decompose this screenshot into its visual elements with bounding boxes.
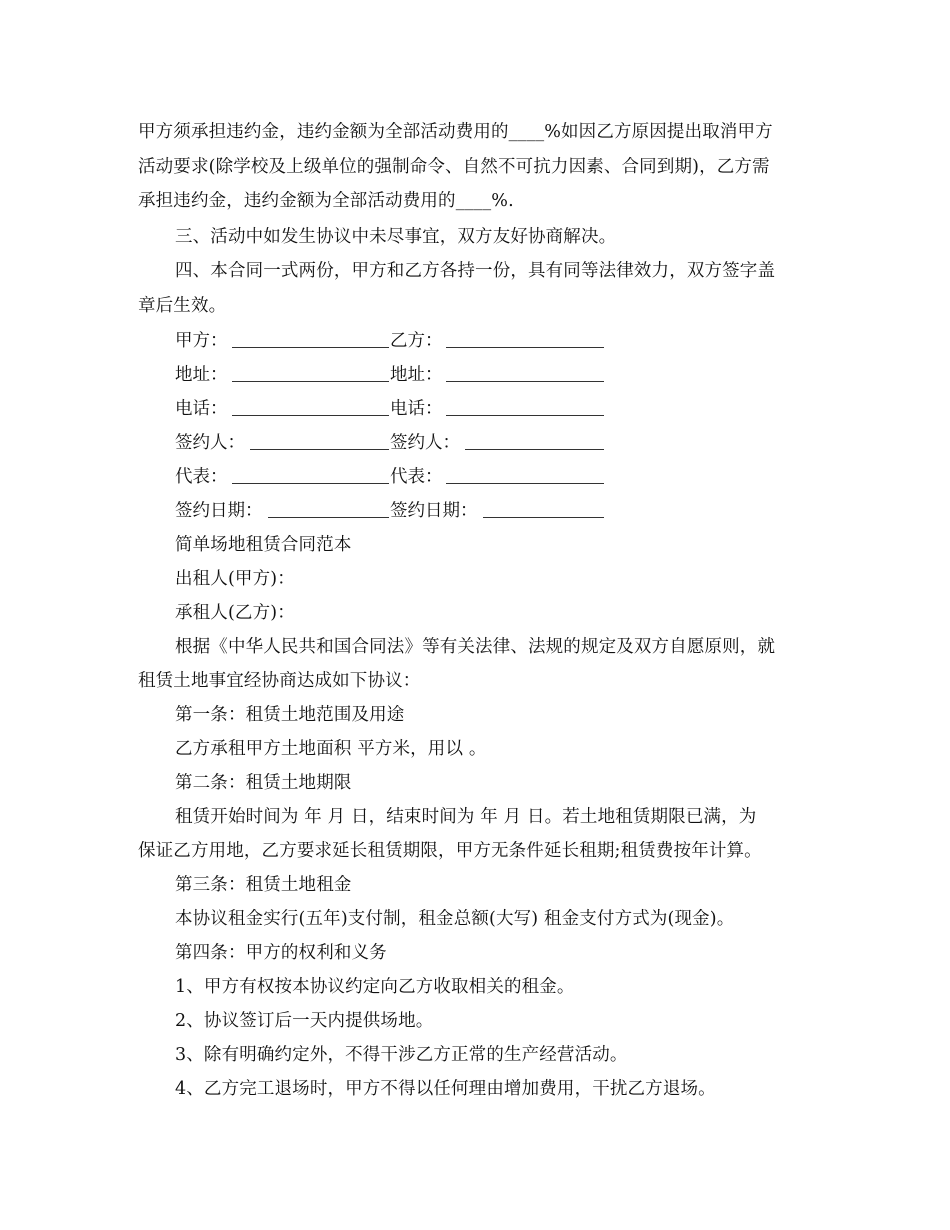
address-a-blank (232, 364, 389, 382)
sign-date-a-label: 签约日期： (175, 501, 263, 521)
representative-b-blank (446, 466, 604, 484)
lessor-label: 出租人(甲方)： (175, 569, 295, 589)
paragraph-line: 活动要求(除学校及上级单位的强制命令、自然不可抗力因素、合同到期)，乙方需 (138, 157, 770, 177)
article-three-text: 本协议租金实行(五年)支付制，租金总额(大写) 租金支付方式为(现金)。 (175, 909, 735, 929)
party-a-label: 甲方： (175, 331, 228, 351)
contract-intro-cont: 租赁土地事宜经协商达成如下协议： (138, 671, 421, 691)
representative-b-label: 代表： (390, 467, 443, 487)
address-b-blank (446, 364, 604, 382)
sign-date-a-blank (268, 500, 389, 518)
phone-b-blank (446, 398, 604, 416)
article-two-text-cont: 保证乙方用地，乙方要求延长租赁期限，甲方无条件延长租期;租赁费按年计算。 (138, 841, 762, 861)
party-a-blank (232, 330, 389, 348)
paragraph-line: 章后生效。 (138, 296, 227, 316)
phone-b-label: 电话： (390, 399, 443, 419)
signer-b-blank (465, 432, 604, 450)
representative-a-blank (232, 466, 389, 484)
contract-title: 简单场地租赁合同范本 (175, 535, 352, 555)
list-item: 2、协议签订后一天内提供场地。 (175, 1011, 434, 1031)
article-three-heading: 第三条：租赁土地租金 (175, 875, 352, 895)
signer-b-label: 签约人： (390, 433, 460, 453)
address-a-label: 地址： (175, 365, 228, 385)
article-two-text: 租赁开始时间为 年 月 日，结束时间为 年 月 日。若土地租赁期限已满，为 (175, 807, 757, 827)
phone-a-blank (232, 398, 389, 416)
signer-a-blank (250, 432, 389, 450)
lessee-label: 承租人(乙方)： (175, 603, 295, 623)
list-item: 3、除有明确约定外，不得干涉乙方正常的生产经营活动。 (175, 1045, 628, 1065)
paragraph-line: 承担违约金，违约金额为全部活动费用的____%. (138, 191, 514, 211)
article-four-heading: 第四条：甲方的权利和义务 (175, 943, 387, 963)
article-one-text: 乙方承租甲方土地面积 平方米，用以 。 (175, 739, 487, 759)
sign-date-b-label: 签约日期： (390, 501, 478, 521)
paragraph-line: 甲方须承担违约金，违约金额为全部活动费用的____%如因乙方原因提出取消甲方 (138, 122, 773, 142)
representative-a-label: 代表： (175, 467, 228, 487)
phone-a-label: 电话： (175, 399, 228, 419)
address-b-label: 地址： (390, 365, 443, 385)
list-item: 4、乙方完工退场时，甲方不得以任何理由增加费用，干扰乙方退场。 (175, 1079, 716, 1099)
contract-intro: 根据《中华人民共和国合同法》等有关法律、法规的规定及双方自愿原则，就 (175, 637, 776, 657)
signer-a-label: 签约人： (175, 433, 245, 453)
sign-date-b-blank (483, 500, 604, 518)
article-one-heading: 第一条：租赁土地范围及用途 (175, 705, 405, 725)
party-b-blank (446, 330, 604, 348)
clause-four: 四、本合同一式两份，甲方和乙方各持一份，具有同等法律效力，双方签字盖 (175, 261, 776, 281)
clause-three: 三、活动中如发生协议中未尽事宜，双方友好协商解决。 (175, 227, 617, 247)
article-two-heading: 第二条：租赁土地期限 (175, 773, 352, 793)
party-b-label: 乙方： (390, 331, 443, 351)
list-item: 1、甲方有权按本协议约定向乙方收取相关的租金。 (175, 977, 575, 997)
